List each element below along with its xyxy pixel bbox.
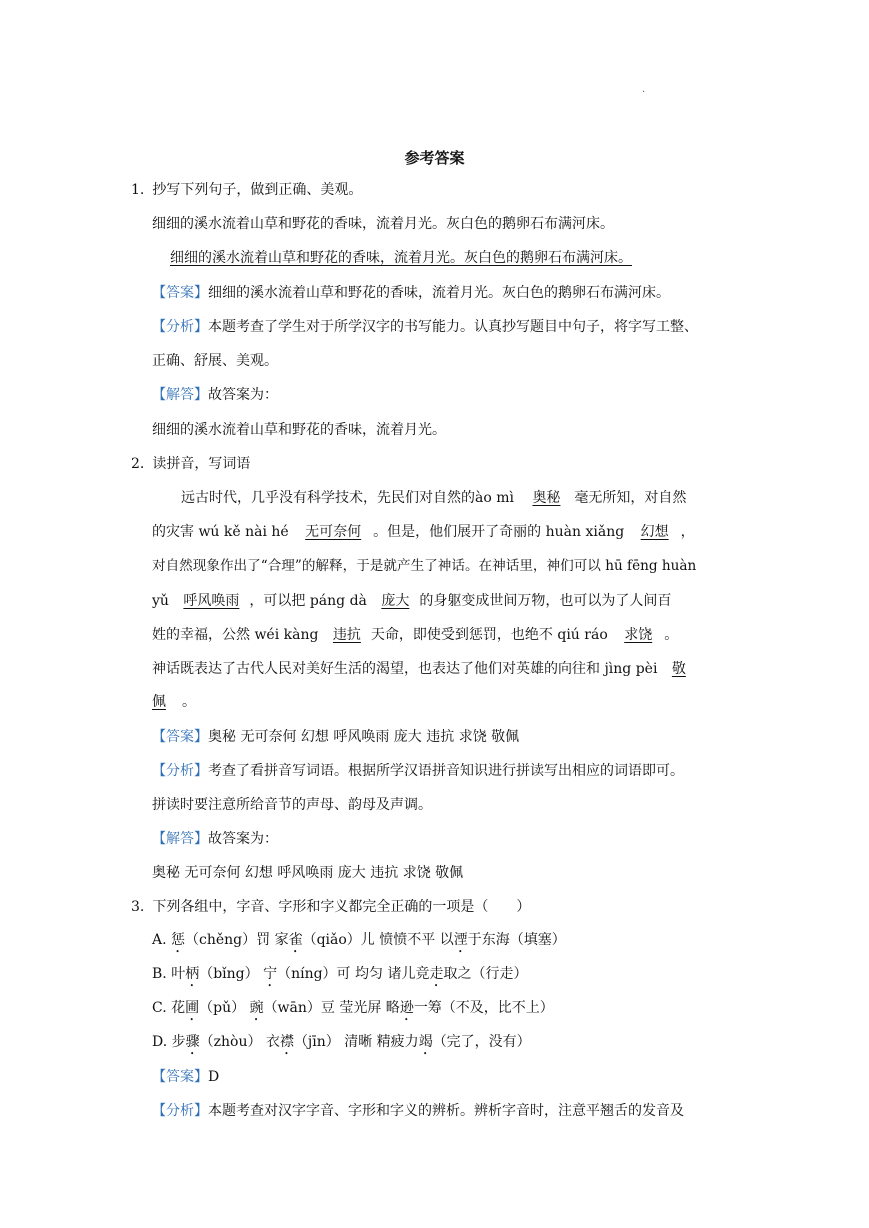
q1-sentence: 细细的溪水流着山草和野花的香味，流着月光。灰白色的鹅卵石布满河床。 [152,216,614,232]
q2-text: 的身躯变成世间万物，也可以为了人间百 [419,593,672,609]
q2-passage-line-1 [181,488,686,508]
q3-answer-text: D [208,1069,220,1085]
q2-text: 。 [664,627,679,643]
q1-stem-line [131,180,362,200]
q2-blank-4: 呼风唤雨 [183,593,240,609]
q3-text: （完了，没有） [432,1034,531,1050]
q2-passage-line-6 [152,659,686,679]
q3-answer-tag: 【答案】 [152,1069,208,1085]
q2-text: 姓的幸福，公然 wéi kàng [152,627,319,643]
q1-number: 1. [131,182,145,198]
q2-blank-5: 庞大 [381,593,410,609]
q3-text: （pǔ） [199,1000,250,1016]
q2-blank-2: 无可奈何 [305,524,362,540]
q3-dotted-char: 骤 [185,1034,200,1050]
q3-analysis [152,1101,684,1121]
q2-passage-line-4 [152,591,671,611]
q1-solution-sentence: 细细的溪水流着山草和野花的香味，流着月光。 [152,422,446,438]
q3-text: 一筹（不及，比不上） [413,1000,554,1016]
q3-text: C. 花 [152,1000,186,1016]
q3-option-b[interactable] [152,964,527,990]
q2-analysis-tag: 【分析】 [152,763,208,779]
q3-stem-line [131,897,530,917]
q2-solution [152,829,278,849]
q3-stem: 下列各组中，字音、字形和字义都完全正确的一项是（ ） [152,899,531,915]
q2-stem: 读拼音，写词语 [152,456,251,472]
q2-answer [152,727,519,747]
q3-text: （jīn） 清晰 精疲力 [293,1034,419,1050]
q1-answer-text: 细细的溪水流着山草和野花的香味，流着月光。灰白色的鹅卵石布满河床。 [208,285,670,301]
q2-text: 毫无所知，对自然 [574,490,687,506]
q2-solution-words: 奥秘 无可奈何 幻想 呼风唤雨 庞大 违抗 求饶 敬佩 [152,865,464,881]
q1-solution-text: 故答案为： [208,387,278,403]
q3-option-c[interactable] [152,998,554,1024]
q2-blank-8b: 佩 [152,694,166,710]
q3-option-a[interactable] [152,930,566,956]
q3-text: （zhòu） 衣 [199,1034,280,1050]
q3-text: （wān）豆 莹光屏 略 [263,1000,400,1016]
q3-dotted-char: 走 [429,966,444,982]
q2-analysis-text: 考查了看拼音写词语。根据所学汉语拼音知识进行拼读写出相应的词语即可。 [208,763,684,779]
q1-copy-line [152,248,650,268]
q1-answer-tag: 【答案】 [152,285,208,301]
q2-text: 。但是，他们展开了奇丽的 huàn xiǎng [373,524,625,540]
q3-analysis-tag: 【分析】 [152,1103,208,1119]
q2-passage-line-2 [152,522,695,542]
q2-text: 神话既表达了古代人民对美好生活的渴望，也表达了他们对英雄的向往和 jìng pèi [152,661,658,677]
q2-passage-line-3: 对自然现象作出了“合理”的解释，于是就产生了神话。在神话里，神们可以 hū fēng huàn [152,558,697,574]
q2-text: ，可以把 páng dà [249,593,367,609]
q3-dotted-char: 宁 [263,966,278,982]
q1-solution-tag: 【解答】 [152,387,208,403]
q2-analysis-cont: 拼读时要注意所给音节的声母、韵母及声调。 [152,797,432,813]
q2-answer-tag: 【答案】 [152,729,208,745]
q3-option-d[interactable] [152,1032,531,1058]
q1-analysis [152,317,698,337]
page-title: 参考答案 [404,149,465,167]
q3-dotted-char: 惩 [171,932,186,948]
q3-analysis-text: 本题考查对汉字字音、字形和字义的辨析。辨析字音时，注意平翘舌的发音及 [208,1103,684,1119]
q2-text: 的灾害 wú kě nài hé [152,524,289,540]
q2-blank-1: 奥秘 [532,490,561,506]
q2-text: yǔ [152,593,169,609]
q3-number: 3. [131,899,145,915]
q2-blank-7: 求饶 [624,627,653,643]
header-dot: . [642,84,646,95]
q2-passage-line-5 [152,625,678,645]
q3-text: B. 叶 [152,966,186,982]
q2-text: 远古时代，几乎没有科学技术，先民们对自然的ào mì [181,490,514,506]
q1-answer [152,283,670,303]
q3-dotted-char: 逊 [399,1000,414,1016]
q1-analysis-tag: 【分析】 [152,319,208,335]
q2-blank-6: 违抗 [332,627,361,643]
q3-text: A. [152,932,172,948]
q1-copy-text: 细细的溪水流着山草和野花的香味，流着月光。灰白色的鹅卵石布满河床。 [170,250,632,266]
q2-text: 天命，即使受到惩罚，也绝不 qiú ráo [370,627,608,643]
q3-text: （chěng）罚 家 [185,932,289,948]
q2-blank-8a: 敬 [671,661,686,677]
q2-analysis [152,761,684,781]
q3-text: （níng）可 均匀 诸儿竞 [277,966,430,982]
q3-text: （qiǎo）儿 愤愤不平 以 [302,932,454,948]
q3-dotted-char: 竭 [418,1034,433,1050]
q1-stem: 抄写下列句子，做到正确、美观。 [152,182,363,198]
q2-answer-text: 奥秘 无可奈何 幻想 呼风唤雨 庞大 违抗 求饶 敬佩 [208,729,520,745]
q1-analysis-text: 本题考查了学生对于所学汉字的书写能力。认真抄写题目中句子，将字写工整、 [208,319,698,335]
q2-blank-3: 幻想 [640,524,669,540]
q3-dotted-char: 豌 [249,1000,264,1016]
q2-stem-line [131,454,250,474]
q2-solution-tag: 【解答】 [152,831,208,847]
q3-text: D. 步 [152,1034,186,1050]
q2-number: 2. [131,456,145,472]
q3-text: （bǐng） [199,966,264,982]
q1-analysis-cont: 正确、舒展、美观。 [152,353,278,369]
q3-dotted-char: 圃 [185,1000,200,1016]
q2-text: 。 [182,694,196,710]
q3-text: 于东海（填塞） [467,932,566,948]
q2-text: ， [680,524,695,540]
q3-dotted-char: 襟 [279,1034,294,1050]
q3-answer [152,1067,219,1087]
q3-dotted-char: 柄 [185,966,200,982]
q3-dotted-char: 湮 [453,932,468,948]
q3-text: 取之（行走） [443,966,528,982]
q2-solution-text: 故答案为： [208,831,278,847]
q1-solution [152,385,278,405]
q2-passage-line-7 [152,692,196,712]
q3-dotted-char: 雀 [288,932,303,948]
